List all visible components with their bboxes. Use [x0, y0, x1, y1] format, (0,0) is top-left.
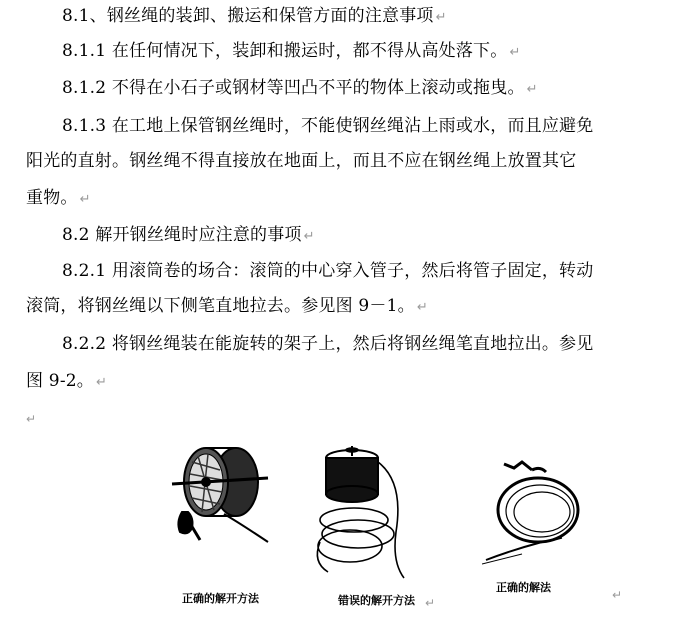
paragraph-8-1-3-text-2: 阳光的直射。钢丝绳不得直接放在地面上，而且不应在钢丝绳上放置其它 — [26, 151, 577, 171]
heading-8-1 — [62, 5, 447, 29]
paragraph-8-2-2-text-1: 8.2.2 将钢丝绳装在能旋转的架子上，然后将钢丝绳笔直地拉出。参见 — [62, 334, 594, 354]
heading-8-2 — [62, 224, 315, 248]
figure-coil-wrong — [308, 442, 416, 582]
heading-8-2-text: 8.2 解开钢丝绳时应注意的事项 — [62, 225, 302, 245]
caption-fig-2: 错误的解开方法 — [338, 594, 415, 607]
paragraph-8-2-1-text-1: 8.2.1 用滚筒卷的场合：滚筒的中心穿入管子，然后将管子固定，转动 — [62, 261, 594, 281]
paragraph-8-1-3-text-1: 8.1.3 在工地上保管钢丝绳时，不能使钢丝绳沾上雨或水，而且应避免 — [62, 116, 594, 136]
paragraph-8-2-2-text-2: 图 9-2。 — [26, 371, 94, 391]
drum-illustration — [172, 448, 268, 542]
paragraph-mark: ↵ — [416, 300, 428, 315]
figure-drum-correct — [168, 440, 278, 550]
paragraph-8-2-1-line-1 — [62, 260, 593, 282]
paragraph-8-1-3-text-3: 重物。 — [26, 188, 78, 208]
paragraph-8-1-3-line-3 — [26, 187, 91, 211]
empty-paragraph-mark: ↵ — [26, 412, 37, 426]
paragraph-8-1-2 — [62, 77, 538, 101]
paragraph-8-2-1-text-2: 滚筒，将钢丝绳以下侧笔直地拉去。参见图 9－1。 — [26, 296, 415, 316]
paragraph-mark: ↵ — [79, 192, 91, 207]
paragraph-mark: ↵ — [526, 82, 538, 97]
paragraph-8-1-3-line-1 — [62, 115, 593, 137]
paragraph-mark: ↵ — [435, 10, 447, 25]
caption-fig-3: 正确的解法 — [496, 581, 551, 594]
empty-paragraph-mark: ↵ — [425, 596, 436, 610]
paragraph-mark: ↵ — [95, 375, 108, 390]
paragraph-8-1-1 — [62, 40, 521, 64]
paragraph-8-1-1-text: 8.1.1 在任何情况下，装卸和搬运时，都不得从高处落下。 — [62, 41, 508, 61]
paragraph-mark: ↵ — [509, 45, 521, 60]
caption-fig-1: 正确的解开方法 — [182, 592, 259, 605]
paragraph-8-2-2-line-2 — [26, 370, 107, 394]
heading-8-1-text: 8.1、钢丝绳的装卸、搬运和保管方面的注意事项 — [62, 6, 434, 26]
paragraph-mark: ↵ — [303, 229, 315, 244]
figure-coil-correct — [482, 456, 592, 566]
paragraph-8-2-2-line-1 — [62, 333, 593, 355]
coil-wrong-illustration — [317, 446, 404, 578]
paragraph-8-1-3-line-2 — [26, 150, 576, 172]
paragraph-8-2-1-line-2 — [26, 295, 428, 319]
coil-correct-illustration — [482, 462, 578, 564]
empty-paragraph-mark: ↵ — [612, 588, 623, 602]
paragraph-8-1-2-text: 8.1.2 不得在小石子或钢材等凹凸不平的物体上滚动或拖曳。 — [62, 78, 525, 98]
